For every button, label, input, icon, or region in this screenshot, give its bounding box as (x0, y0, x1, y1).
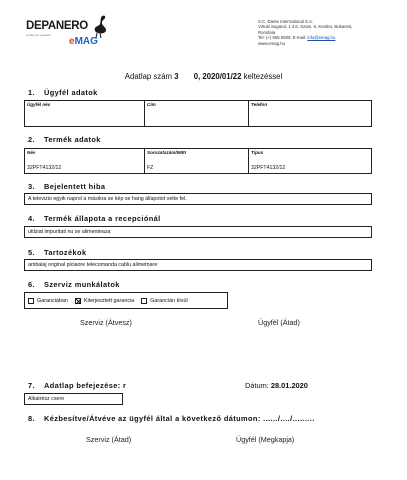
cell-value: 32PFT4132/12 (251, 165, 286, 171)
customer-table (24, 100, 372, 127)
section-label: Bejelentett hiba (44, 182, 106, 191)
service-type-options (24, 292, 228, 309)
cell-label: Név (27, 150, 36, 155)
section-number: 2. (28, 135, 35, 144)
option-warranty[interactable] (28, 298, 68, 304)
section-label: Termék adatok (44, 135, 101, 144)
completion-work-field[interactable] (24, 393, 123, 405)
product-type-cell[interactable] (249, 149, 371, 173)
company-email-link[interactable]: info@emag.hu (307, 35, 336, 41)
section-number: 1. (28, 88, 35, 97)
checkbox-extended-warranty-checked[interactable] (75, 298, 81, 304)
signature-customer-receive: Ügyfél (Megkapja) (236, 435, 295, 444)
reported-fault-field[interactable] (24, 193, 372, 205)
section-completion-heading (28, 381, 126, 390)
cell-label: Sorozatszám/IMEI (147, 150, 187, 155)
section-number: 8. (28, 414, 35, 423)
section-product-heading (28, 135, 101, 144)
title-date: 2020/01/22 (202, 72, 242, 81)
section-number: 5. (28, 248, 35, 257)
cell-label: Ügyfél név (27, 102, 51, 107)
emag-logo-mag: MAG (74, 36, 98, 47)
title-suffix: keltezéssel (243, 72, 283, 81)
depanero-logo (26, 14, 116, 48)
emag-logo (69, 36, 98, 47)
section-delivery-heading (28, 414, 315, 423)
section-label: Tartozékok (44, 248, 87, 257)
section-number: 3. (28, 182, 35, 191)
title-middle: 0, (193, 72, 201, 81)
section-label: Szerviz munkálatok (44, 280, 120, 289)
reported-fault-text: A televizio egyik naprol a másikra se kép se hang állapotot vette fel. (28, 196, 187, 202)
customer-phone-cell[interactable] (249, 101, 371, 126)
option-out-of-warranty[interactable] (141, 298, 187, 304)
option-label: Kiterjesztett garancia (83, 297, 135, 304)
customer-name-cell[interactable] (25, 101, 145, 126)
company-line: România (258, 29, 276, 35)
customer-address-cell[interactable] (145, 101, 249, 126)
document-title (0, 72, 407, 81)
cell-value: 32PFT4132/12 (27, 165, 62, 171)
ostrich-icon (88, 14, 110, 38)
signature-service-receive: Szerviz (Átvesz) (80, 318, 132, 327)
section-condition-heading (28, 214, 161, 223)
emag-logo-e: e (69, 36, 75, 47)
title-prefix: Adatlap szám (124, 72, 173, 81)
completion-date-label: Dátum: (245, 381, 269, 390)
section-fault-heading (28, 182, 105, 191)
section-label: Kézbesítve/Átvéve az ügyfél által a következő dátumon: ....../..../......... (44, 414, 315, 423)
checkbox-out-of-warranty[interactable] (141, 298, 147, 304)
section-customer-heading (28, 88, 98, 97)
accessories-text: ambalaj original piciaore telecomanda cablu alimetnare (28, 262, 158, 268)
condition-text: utilziat impuritati nu se alimenteaza (28, 229, 111, 235)
completion-date-value: 28.01.2020 (270, 381, 308, 390)
signature-customer-hand-over: Ügyfél (Átad) (258, 318, 300, 327)
option-label: Garancián kívül (150, 297, 188, 304)
product-table (24, 148, 372, 174)
accessories-field[interactable] (24, 259, 372, 271)
section-number: 7. (28, 381, 35, 390)
company-line: S.C. Dante International S.A. (258, 19, 314, 24)
company-phone: Tel: (+) 665 5500; E-mail: (258, 35, 307, 41)
company-web[interactable]: www.emag.hu (258, 40, 285, 46)
company-info (258, 19, 398, 46)
brand-tagline: solutie de reparatii (26, 33, 51, 37)
condition-field[interactable] (24, 226, 372, 238)
section-service-heading (28, 280, 120, 289)
title-number: 3 (174, 72, 179, 81)
cell-label: Telefon (251, 102, 268, 107)
product-name-cell[interactable] (25, 149, 145, 173)
cell-label: Típus (251, 150, 264, 155)
signature-service-hand-over: Szerviz (Átad) (86, 435, 132, 444)
section-number: 4. (28, 214, 35, 223)
section-accessories-heading (28, 248, 86, 257)
option-label: Garanciában (37, 297, 68, 304)
product-serial-cell[interactable] (145, 149, 249, 173)
completion-work-text: Alkatrész csere (28, 396, 65, 402)
section-label: Termék állapota a recepciónál (44, 214, 161, 223)
checkbox-warranty[interactable] (28, 298, 34, 304)
section-label: Ügyfél adatok (44, 88, 98, 97)
section-number: 6. (28, 280, 35, 289)
brand-name: DEPANERO (26, 20, 88, 32)
completion-date (245, 381, 308, 390)
section-label: Adatlap befejezése: r (44, 381, 127, 390)
company-line: Virtutii Sugarul, 1 4.6. Szam, 6. Kerület, Bukarest, (258, 24, 353, 30)
option-extended-warranty[interactable] (75, 298, 134, 304)
cell-label: Cím (147, 102, 156, 107)
cell-value: FZ (147, 165, 154, 171)
